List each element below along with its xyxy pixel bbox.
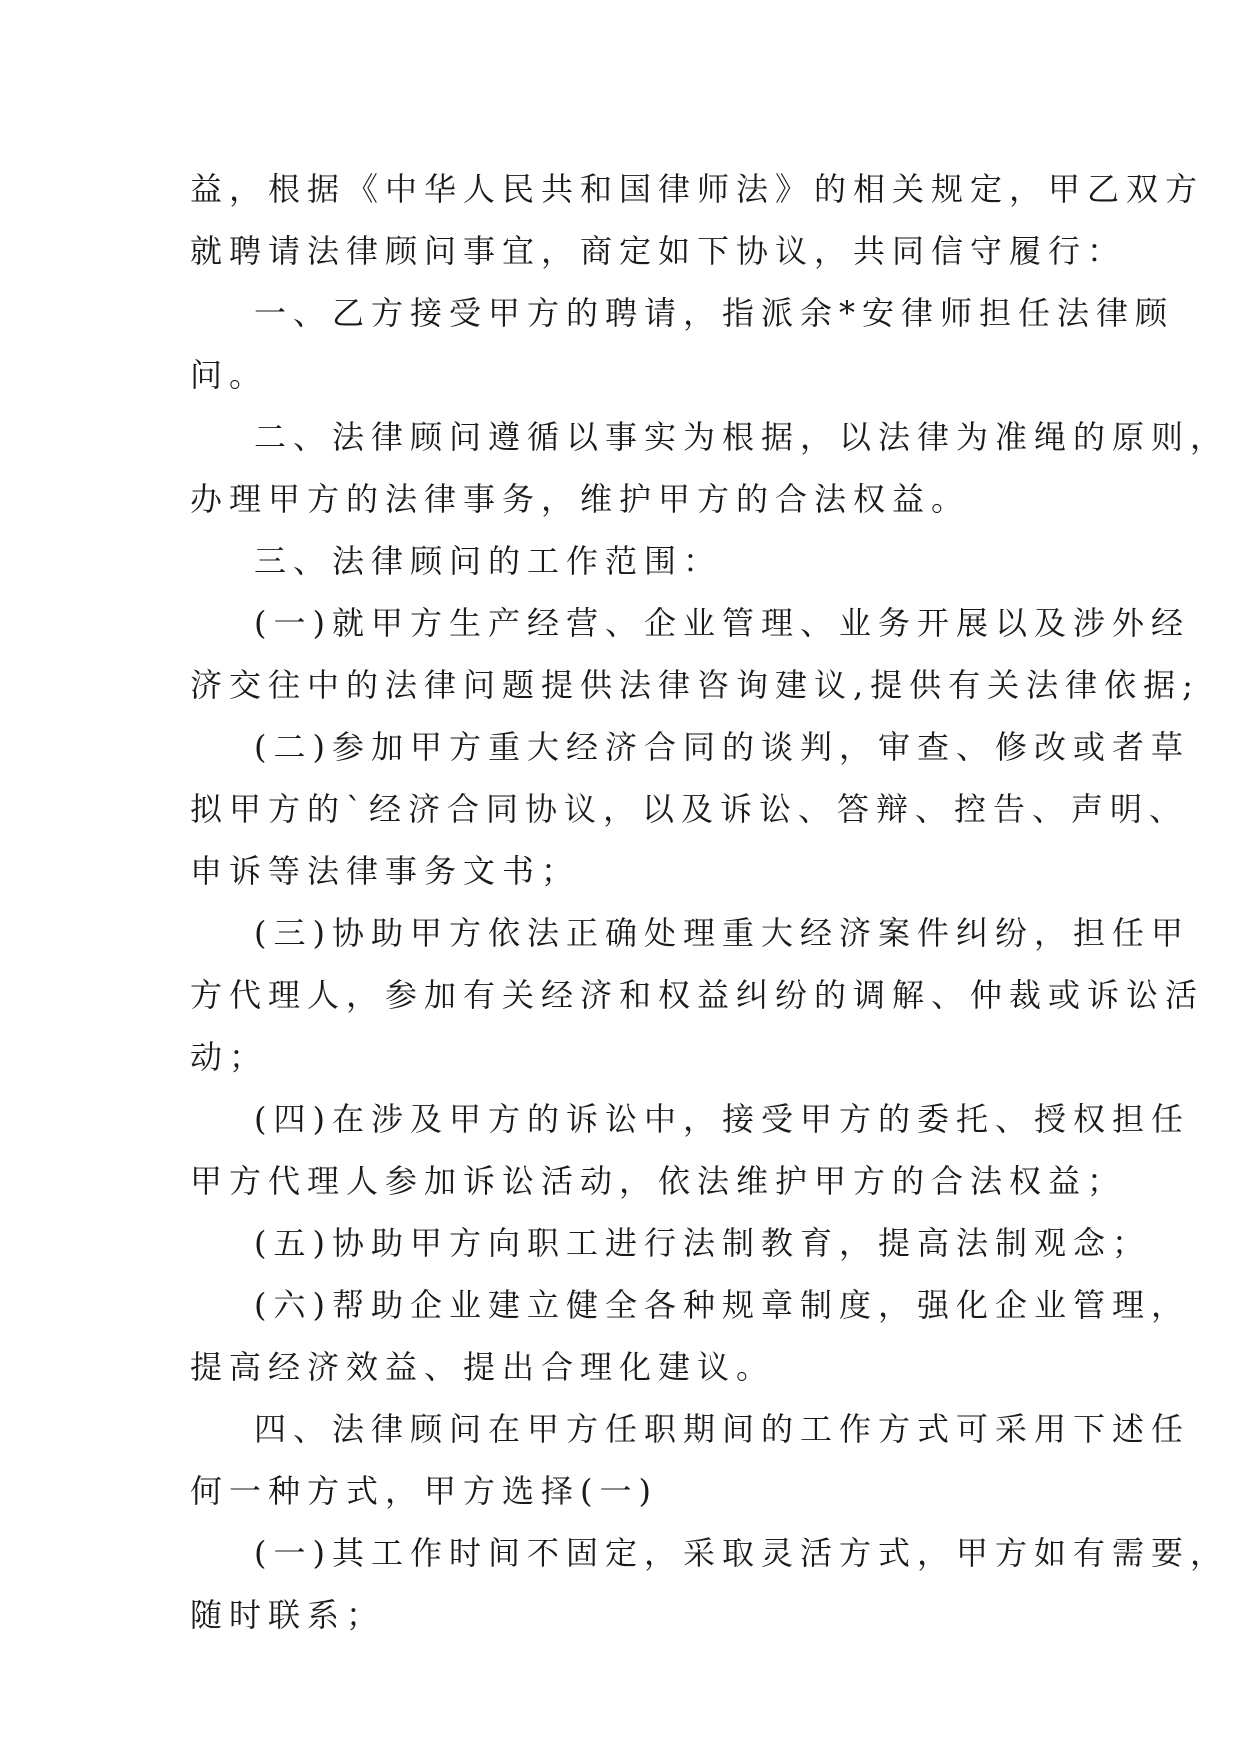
document-body [190, 158, 1230, 1646]
item-3-line: 动； [190, 1038, 269, 1076]
item-6-line: 提高经济效益、提出合理化建议。 [190, 1348, 776, 1386]
clause-2-line: 办理甲方的法律事务，维护甲方的合法权益。 [190, 480, 971, 518]
clause-4-line: 何一种方式，甲方选择(一) [190, 1472, 658, 1510]
item-6-line: (六)帮助企业建立健全各种规章制度，强化企业管理， [254, 1286, 1190, 1324]
item-2-line: 申诉等法律事务文书； [190, 852, 581, 890]
paragraph-line: 益，根据《中华人民共和国律师法》的相关规定，甲乙双方 [190, 170, 1205, 208]
item-4-line: (四)在涉及甲方的诉讼中，接受甲方的委托、授权担任 [254, 1100, 1190, 1138]
item-2-line: (二)参加甲方重大经济合同的谈判，审查、修改或者草 [254, 728, 1190, 766]
method-1-line: 随时联系； [190, 1596, 386, 1634]
item-3-line: 方代理人，参加有关经济和权益纠纷的调解、仲裁或诉讼活 [190, 976, 1205, 1014]
clause-2-line: 二、法律顾问遵循以事实为根据，以法律为准绳的原则， [254, 418, 1230, 456]
clause-1-line: 问。 [190, 356, 269, 394]
clause-4-line: 四、法律顾问在甲方任职期间的工作方式可采用下述任 [254, 1410, 1191, 1448]
paragraph-line: 就聘请法律顾问事宜，商定如下协议，共同信守履行： [190, 232, 1127, 270]
clause-1-line: 一、乙方接受甲方的聘请，指派余*安律师担任法律顾 [254, 294, 1175, 332]
item-1-line: (一)就甲方生产经营、企业管理、业务开展以及涉外经 [254, 604, 1190, 642]
clause-3-heading: 三、法律顾问的工作范围： [254, 542, 723, 580]
method-1-line: (一)其工作时间不固定，采取灵活方式，甲方如有需要， [254, 1534, 1229, 1572]
item-2-line: 拟甲方的`经济合同协议，以及诉讼、答辩、控告、声明、 [190, 790, 1189, 828]
item-4-line: 甲方代理人参加诉讼活动，依法维护甲方的合法权益； [190, 1162, 1127, 1200]
item-3-line: (三)协助甲方依法正确处理重大经济案件纠纷，担任甲 [254, 914, 1190, 952]
item-5-line: (五)协助甲方向职工进行法制教育，提高法制观念； [254, 1224, 1151, 1262]
item-1-line: 济交往中的法律问题提供法律咨询建议,提供有关法律依据; [190, 666, 1200, 704]
